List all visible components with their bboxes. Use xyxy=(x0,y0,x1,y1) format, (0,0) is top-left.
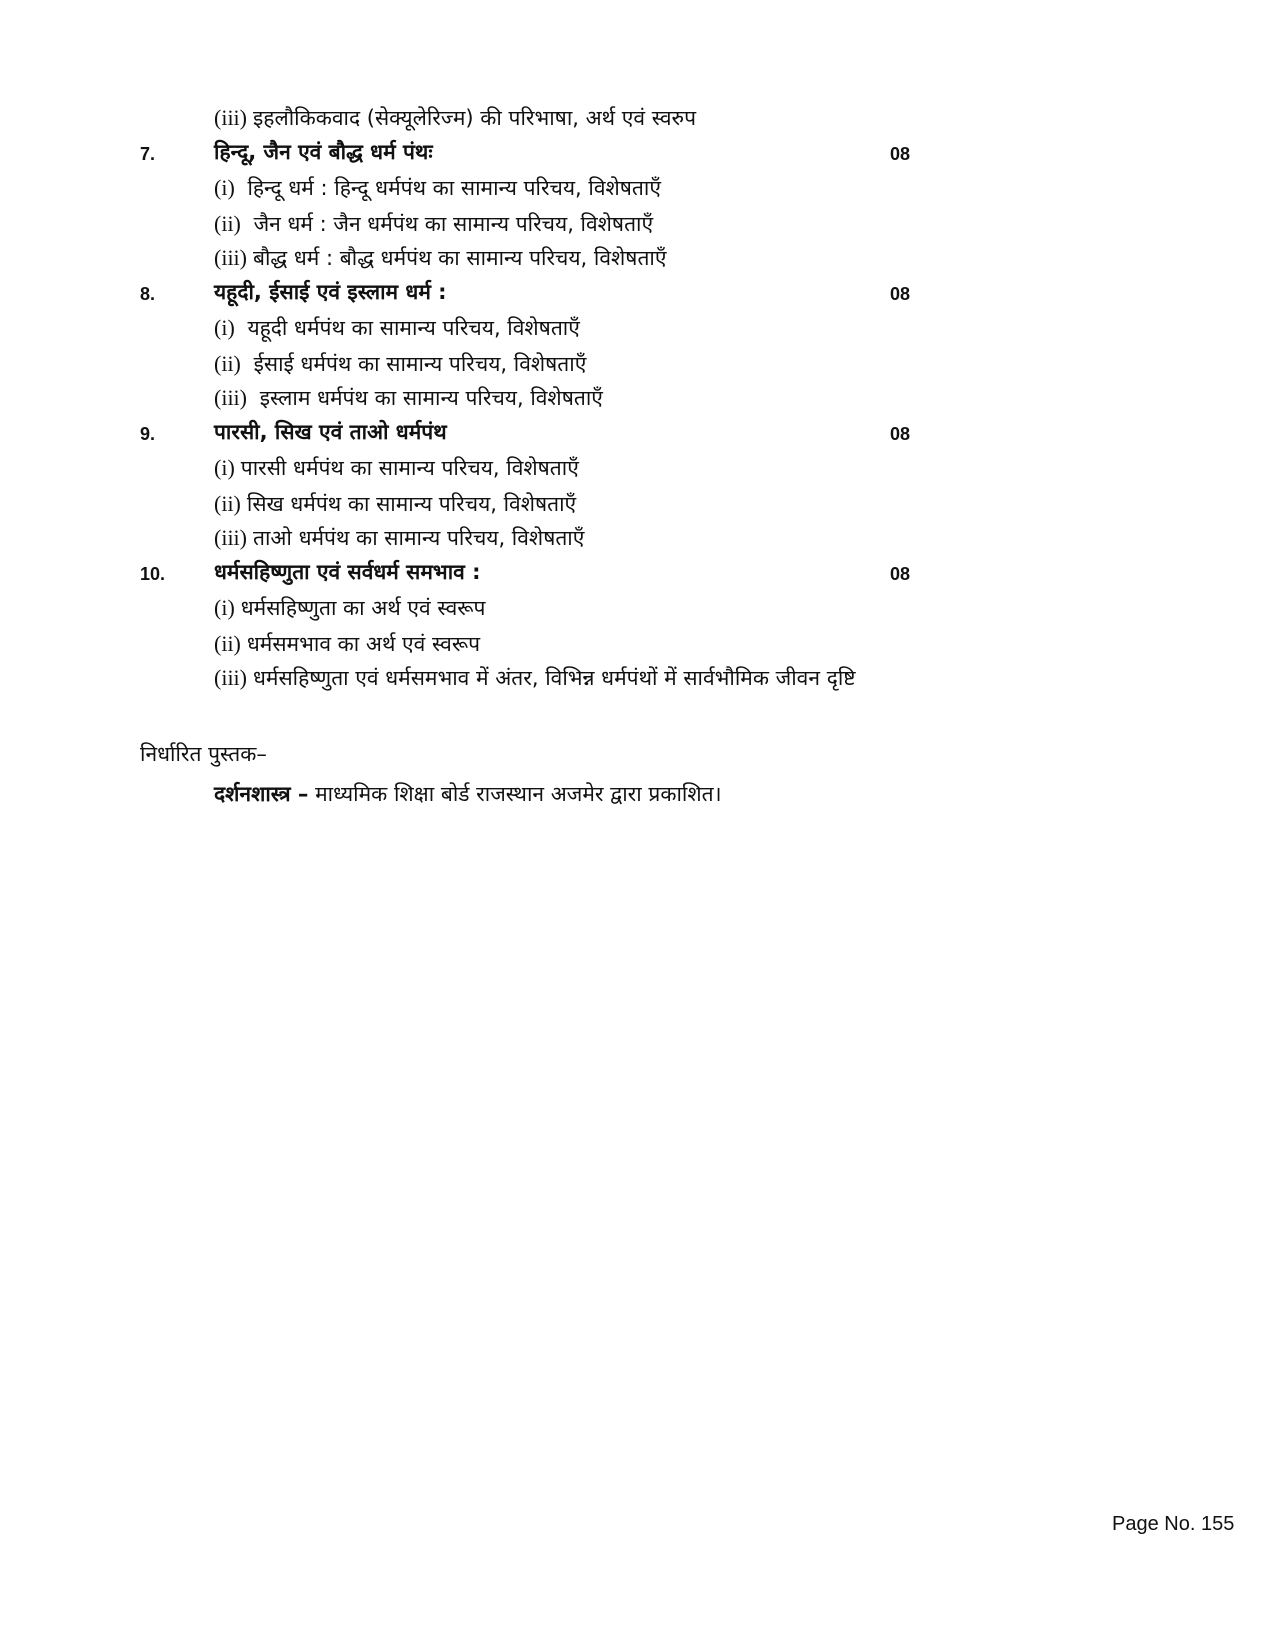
item-numeral: (ii) xyxy=(214,211,241,236)
item-text: सिख धर्मपंथ का सामान्य परिचय, विशेषताएँ xyxy=(246,492,577,516)
unit-item xyxy=(214,350,586,378)
item-text: बौद्ध धर्म : बौद्ध धर्मपंथ का सामान्य परिचय, विशेषताएँ xyxy=(253,246,667,270)
book-title: दर्शनशास्त्र – xyxy=(214,782,309,806)
item-text: जैन धर्म : जैन धर्मपंथ का सामान्य परिचय, विशेषताएँ xyxy=(253,212,654,236)
item-numeral: (i) xyxy=(214,455,235,480)
unit-marks: 08 xyxy=(890,564,911,584)
item-numeral: (iii) xyxy=(214,245,247,270)
unit-number: 10. xyxy=(140,564,166,584)
item-numeral: (ii) xyxy=(214,491,241,516)
item-text: ताओ धर्मपंथ का सामान्य परिचय, विशेषताएँ xyxy=(253,526,585,550)
book-publisher: माध्यमिक शिक्षा बोर्ड राजस्थान अजमेर द्वारा प्रकाशित। xyxy=(308,782,722,806)
unit-item xyxy=(214,490,576,518)
unit-title: पारसी, सिख एवं ताओ धर्मपंथ xyxy=(214,420,447,444)
item-text: यहूदी धर्मपंथ का सामान्य परिचय, विशेषताएँ xyxy=(247,316,580,340)
item-numeral: (i) xyxy=(214,175,235,200)
unit-item xyxy=(214,524,584,552)
item-text: धर्मसहिष्णुता एवं धर्मसमभाव में अंतर, विभिन्न धर्मपंथों में सार्वभौमिक जीवन दृष्टि xyxy=(253,666,856,690)
unit-item xyxy=(214,384,603,412)
item-numeral: (ii) xyxy=(214,351,241,376)
unit-item xyxy=(214,210,653,238)
prescribed-books-heading: निर्धारित पुस्तक– xyxy=(140,742,267,766)
unit-item xyxy=(214,174,661,202)
unit-title: हिन्दू, जैन एवं बौद्ध धर्म पंथः xyxy=(214,140,433,164)
item-numeral: (iii) xyxy=(214,525,247,550)
unit-marks: 08 xyxy=(890,284,911,304)
carryover-item xyxy=(214,104,696,132)
unit-item xyxy=(214,454,579,482)
item-numeral: (ii) xyxy=(214,631,241,656)
item-numeral: (i) xyxy=(214,595,235,620)
unit-marks: 08 xyxy=(890,144,911,164)
unit-item xyxy=(214,664,856,692)
unit-item xyxy=(214,244,666,272)
item-numeral: (iii) xyxy=(214,665,247,690)
book-entry xyxy=(214,780,722,808)
unit-number: 8. xyxy=(140,284,156,304)
unit-item xyxy=(214,594,486,622)
item-text: पारसी धर्मपंथ का सामान्य परिचय, विशेषताएँ xyxy=(240,456,579,480)
item-text: इहलौकिकवाद (सेक्यूलेरिज्म) की परिभाषा, अर्थ एवं स्वरुप xyxy=(253,106,697,130)
unit-item xyxy=(214,630,480,658)
unit-marks: 08 xyxy=(890,424,911,444)
item-text: हिन्दू धर्म : हिन्दू धर्मपंथ का सामान्य परिचय, विशेषताएँ xyxy=(247,176,661,200)
unit-title: यहूदी, ईसाई एवं इस्लाम धर्म : xyxy=(214,280,447,304)
item-numeral: (i) xyxy=(214,315,235,340)
item-text: धर्मसमभाव का अर्थ एवं स्वरूप xyxy=(246,632,481,656)
item-text: ईसाई धर्मपंथ का सामान्य परिचय, विशेषताएँ xyxy=(253,352,587,376)
unit-title: धर्मसहिष्णुता एवं सर्वधर्म समभाव : xyxy=(214,560,481,584)
unit-number: 9. xyxy=(140,424,156,444)
item-numeral: (iii) xyxy=(214,385,247,410)
item-numeral: (iii) xyxy=(214,105,247,130)
page-number: Page No. 155 xyxy=(1112,1513,1235,1535)
item-text: धर्मसहिष्णुता का अर्थ एवं स्वरूप xyxy=(240,596,486,620)
item-text: इस्लाम धर्मपंथ का सामान्य परिचय, विशेषताएँ xyxy=(259,386,603,410)
unit-item xyxy=(214,314,580,342)
unit-number: 7. xyxy=(140,144,156,164)
